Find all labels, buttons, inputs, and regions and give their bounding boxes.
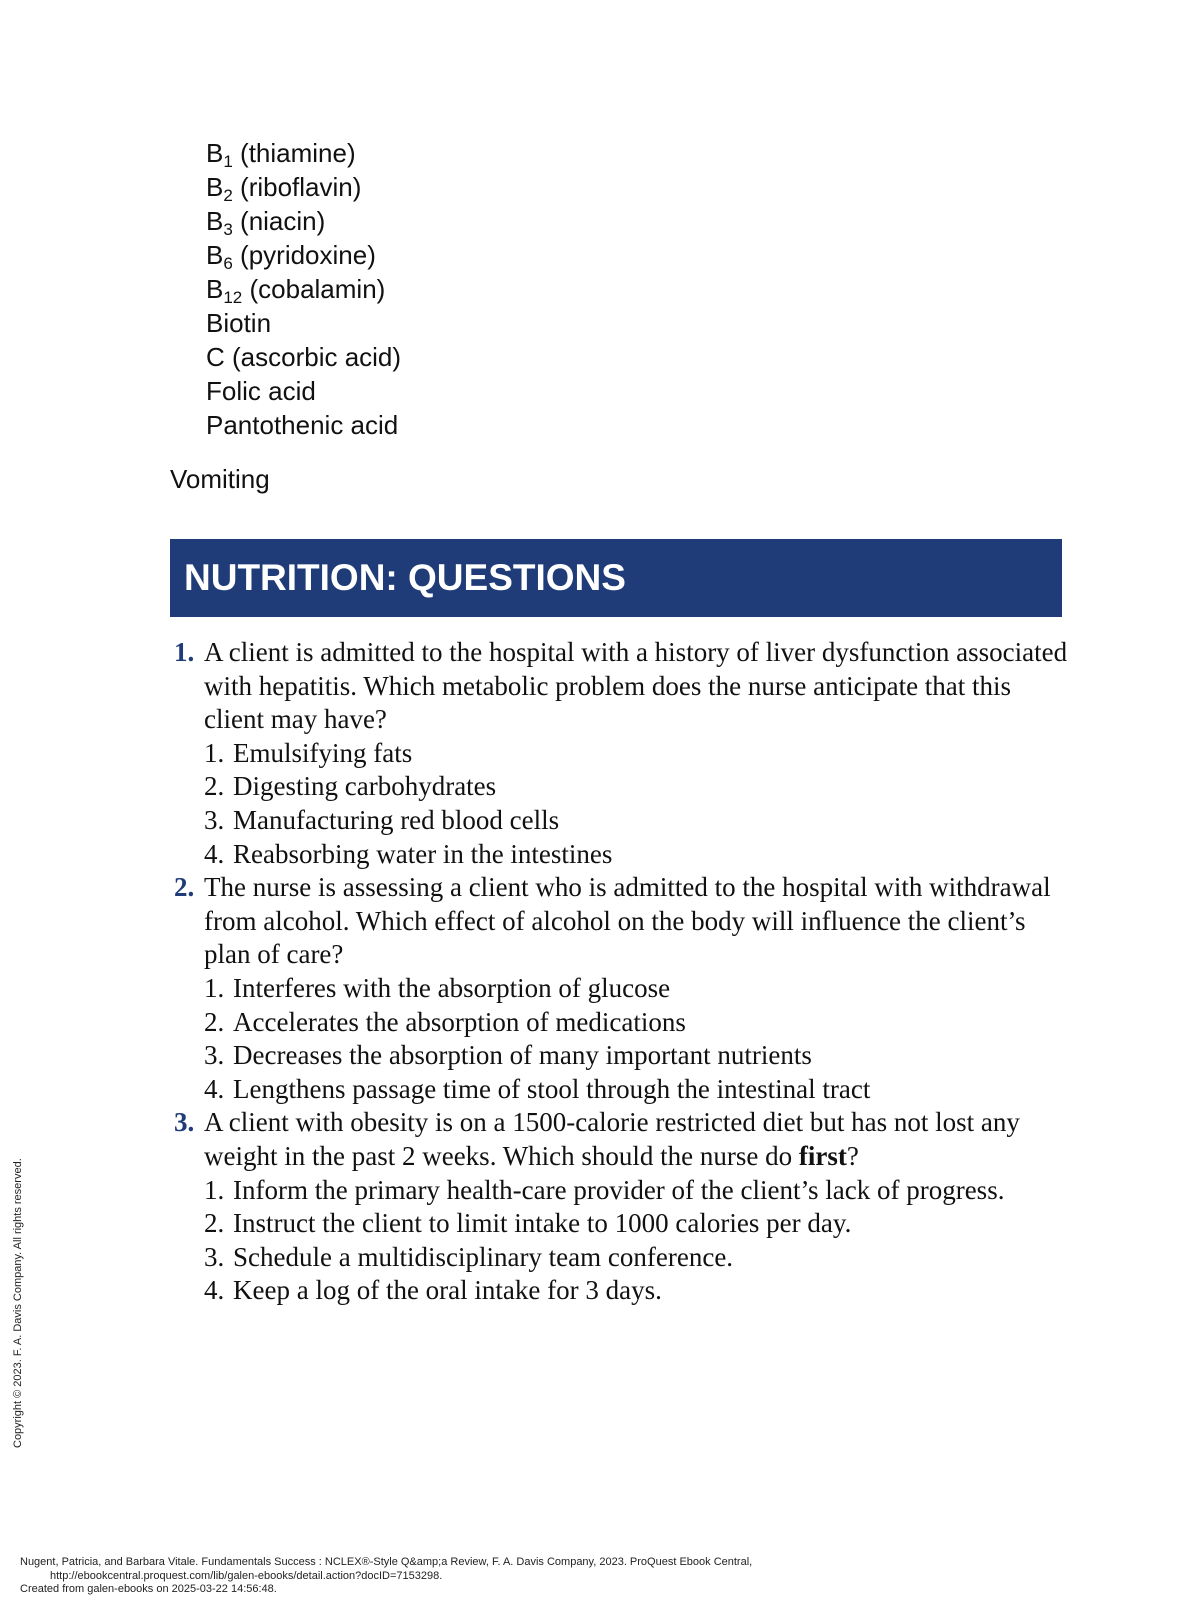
footer-citation (20, 1556, 752, 1597)
question-number: 1. (174, 637, 195, 667)
vitamin-item: Pantothenic acid (206, 410, 399, 440)
vitamin-item: $B_6$ (pyridoxine) (206, 240, 376, 273)
vitamin-item: C (ascorbic acid) (206, 342, 402, 372)
answer-option: 4. Keep a log of the oral intake for 3 days. (204, 1275, 662, 1306)
footer-line: Nugent, Patricia, and Barbara Vitale. Fundamentals Success : NCLEX®-Style Q&amp;a Review, F. A. Davis Company, 2023. ProQuest Ebook Central, (20, 1556, 753, 1568)
vitamin-item: $B_2$ (riboflavin) (206, 172, 362, 205)
section-banner (170, 539, 1062, 617)
answer-option: 2. Digesting carbohydrates (204, 771, 497, 802)
vitamin-item: Folic acid (206, 376, 316, 406)
questions-list (174, 636, 1074, 1308)
question-stem: A client with obesity is on a 1500-calorie restricted diet but has not lost any weight in the past 2 weeks. Which should the nurse do first? (204, 1107, 1020, 1171)
answer-option: 3. Decreases the absorption of many important nutrients (204, 1040, 812, 1071)
question-number: 3. (174, 1107, 195, 1138)
question-3 (174, 1106, 1074, 1308)
section-title: NUTRITION: QUESTIONS (184, 557, 626, 598)
vitamin-item: $B_1$ (thiamine) (206, 138, 356, 171)
vitamin-item: Biotin (206, 308, 272, 338)
answer-option: 1. Interferes with the absorption of glucose (204, 972, 671, 1003)
answer-option: 1. Inform the primary health-care provider of the client’s lack of progress. (204, 1174, 1005, 1205)
question-1 (174, 636, 1074, 871)
answer-option: 3. Schedule a multidisciplinary team conference. (204, 1241, 734, 1272)
answer-options (204, 972, 1074, 1106)
answer-option: 1. Emulsifying fats (204, 737, 413, 768)
answer-options (204, 737, 1074, 871)
answer-options (204, 1174, 1074, 1308)
vitamin-item: $B_{12}$ (cobalamin) (206, 274, 386, 307)
answer-option: 2. Instruct the client to limit intake to 1000 calories per day. (204, 1208, 852, 1239)
answer-option: 4. Lengthens passage time of stool through the intestinal tract (204, 1073, 871, 1104)
emphasis-first: first (798, 1140, 847, 1171)
question-2 (174, 871, 1074, 1106)
question-number: 2. (174, 872, 195, 903)
answer-option: 4. Reabsorbing water in the intestines (204, 838, 613, 869)
footer-link: http://ebookcentral.proquest.com/lib/galen-ebooks/detail.action?docID=7153298. (50, 1569, 443, 1582)
vitamin-list (206, 136, 401, 442)
answer-option: 3. Manufacturing red blood cells (204, 804, 560, 835)
question-stem: A client is admitted to the hospital with a history of liver dysfunction associated with hepatitis. Which metabolic problem does the nurse anticipate that this client may have? (204, 637, 1068, 735)
vomiting-item: Vomiting (170, 464, 270, 494)
answer-option: 2. Accelerates the absorption of medications (204, 1006, 686, 1037)
question-stem: The nurse is assessing a client who is admitted to the hospital with withdrawal from alcohol. Which effect of alcohol on the body will influence the client’s plan of care? (204, 872, 1051, 970)
footer-line: Created from galen-ebooks on 2025-03-22 14:56:48. (20, 1583, 277, 1595)
side-copyright: Copyright © 2023. F. A. Davis Company. All rights reserved. (12, 1158, 24, 1448)
vitamin-item: $B_3$ (niacin) (206, 206, 326, 239)
